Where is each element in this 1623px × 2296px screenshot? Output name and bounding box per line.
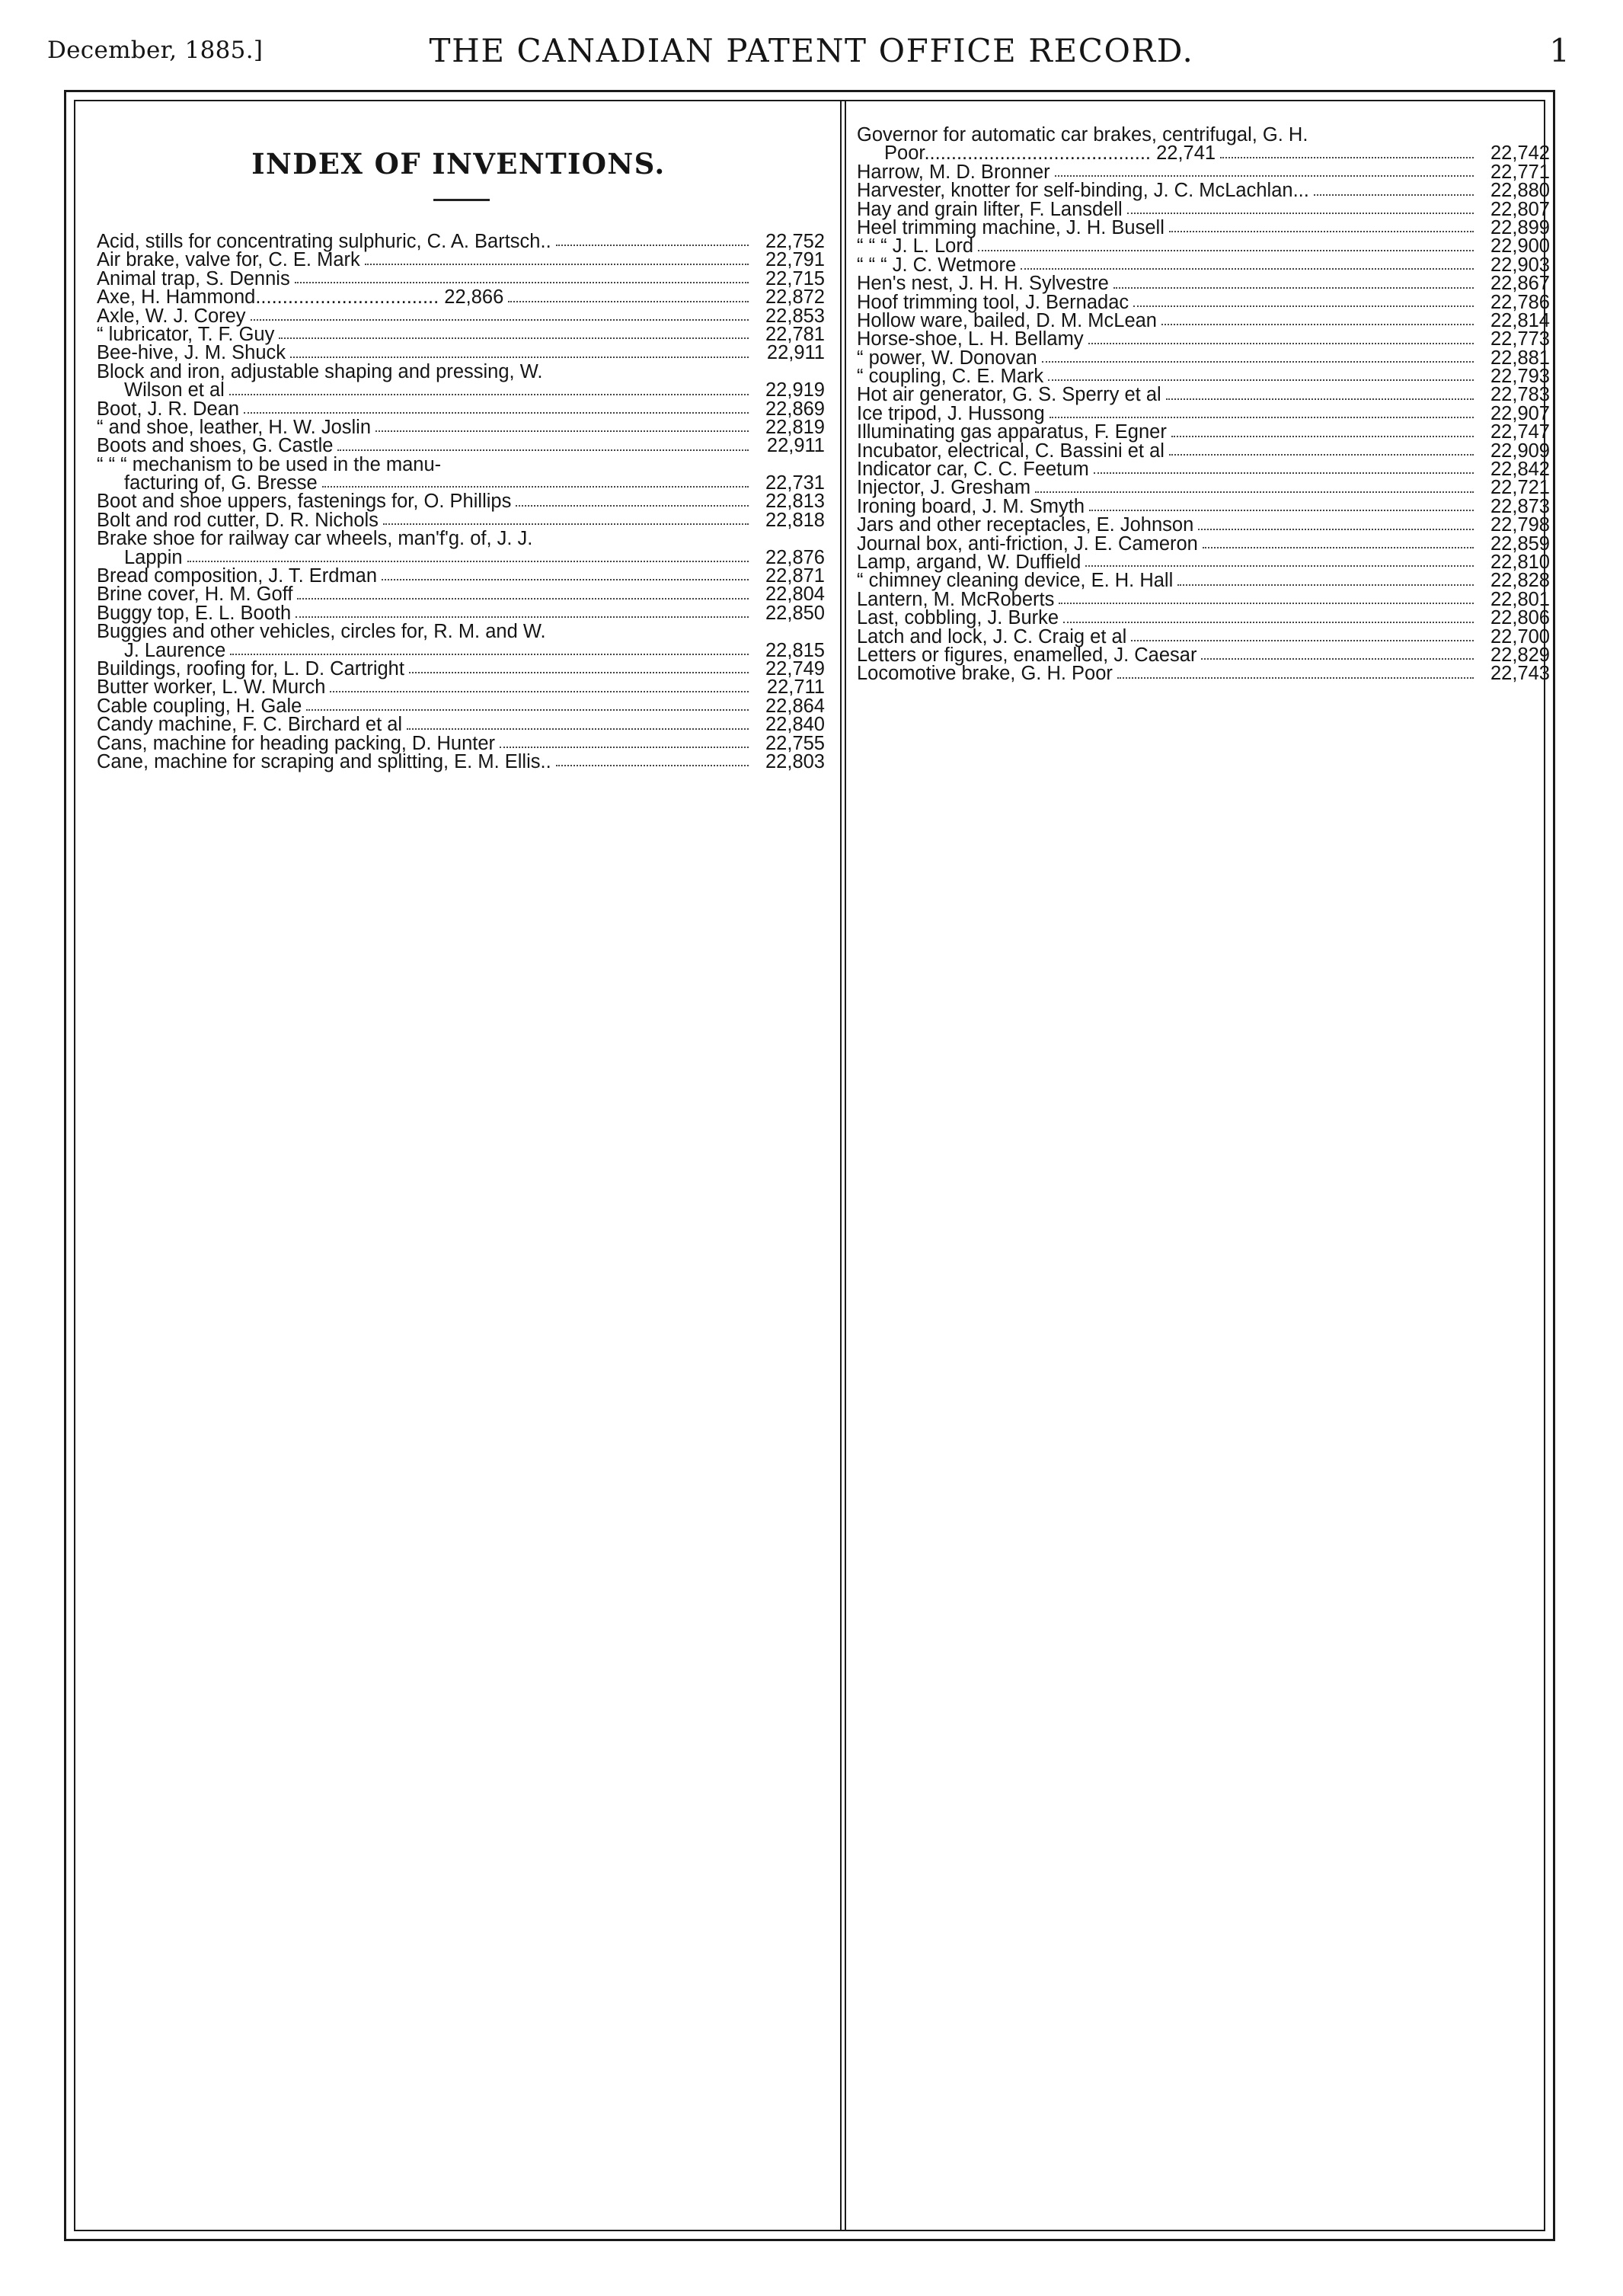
leader-dots [1059,603,1474,604]
entry-text: Locomotive brake, G. H. Poor [857,663,1113,685]
leader-dots [1166,398,1474,400]
patent-number: 22,911 [766,435,825,457]
index-entry [97,657,825,680]
entry-row [857,142,1550,165]
issue-date: December, 1885.] [47,37,264,64]
index-entry [97,325,825,344]
entry-text: Boot and shoe uppers, fastenings for, O. Phillips [97,491,512,513]
index-entry [857,181,1550,200]
index-entry [857,309,1550,331]
patent-number: 22,829 [1490,644,1550,666]
entry-text: Bolt and rod cutter, D. R. Nichols [97,509,379,531]
entry-text: Hen's nest, J. H. H. Sylvestre [857,273,1109,295]
index-entry [857,553,1550,571]
patent-number: 22,773 [1490,328,1550,350]
leader-dots [1198,529,1474,530]
entry-text: Harvester, knotter for self-binding, J. C. McLachlan... [857,180,1309,202]
entry-row [857,349,1550,367]
patent-number: 22,909 [1490,440,1550,462]
leader-dots [1021,268,1474,270]
patent-number: 22,715 [765,267,825,289]
patent-number: 22,859 [1490,532,1550,555]
index-entry [857,516,1550,534]
index-entry [857,274,1550,293]
entry-row [97,567,825,585]
column-divider [845,101,846,2230]
leader-dots [1042,361,1474,363]
index-entry [97,511,825,529]
entry-row [97,286,825,309]
leader-dots [407,728,749,730]
index-entry [857,237,1550,255]
left-index-column [97,232,825,771]
entry-row [97,400,825,418]
patent-number: 22,864 [765,695,825,717]
patent-number: 22,869 [765,398,825,420]
index-entry [857,349,1550,367]
entry-row [857,516,1550,534]
entry-row [97,436,825,455]
index-entry [97,734,825,753]
leader-dots [330,691,749,692]
index-entry [857,609,1550,627]
patent-number: 22,899 [1490,216,1550,238]
entry-row [857,385,1550,404]
entry-row [97,715,825,734]
leader-dots [1314,194,1474,196]
leader-dots [409,672,749,673]
leader-dots [383,523,749,525]
patent-number: 22,881 [1490,347,1550,369]
entry-row [857,590,1550,609]
entry-text: Ice tripod, J. Hussong [857,402,1045,424]
index-entry [857,497,1550,516]
patent-number: 22,876 [765,546,825,568]
patent-number: 22,747 [1490,421,1550,443]
leader-dots [1050,417,1474,418]
patent-number: 22,842 [1490,459,1550,481]
entry-row [97,604,825,622]
index-entry [97,344,825,362]
entry-text: Axle, W. J. Corey [97,305,246,327]
patent-number: 22,828 [1490,570,1550,592]
entry-text: Harrow, M. D. Bronner [857,161,1050,183]
patent-number: 22,815 [765,639,825,661]
entry-row [857,459,1550,481]
page-number: 1 [1549,32,1570,69]
index-entry [97,676,825,699]
patent-number: 22,907 [1490,402,1550,424]
patent-number: 22,700 [1490,625,1550,648]
index-entry [857,625,1550,648]
leader-dots [1035,491,1474,493]
entry-text: “ “ “ J. C. Wetmore [857,254,1017,276]
entry-row [857,200,1550,219]
entry-row [97,511,825,529]
index-entry [97,436,825,455]
entry-text: Buggy top, E. L. Booth [97,602,292,624]
index-entry [97,307,825,325]
index-frame [64,90,1555,2241]
entry-text: Lamp, argand, W. Duffield [857,551,1081,573]
index-entry [857,385,1550,404]
index-entry [97,622,825,660]
entry-text: “ chimney cleaning device, E. H. Hall [857,570,1174,592]
patent-number: 22,801 [1490,588,1550,610]
leader-dots [322,486,749,488]
entry-text: Latch and lock, J. C. Craig et al [857,625,1127,648]
entry-text-line: Block and iron, adjustable shaping and pressing, W. [97,360,543,382]
index-entry [97,750,825,772]
patent-number: 22,783 [1490,384,1550,406]
index-entry [97,400,825,418]
entry-text: Candy machine, F. C. Birchard et al [97,714,403,736]
index-entry [857,423,1550,441]
patent-number: 22,793 [1490,366,1550,388]
entry-row [97,657,825,680]
entry-row [97,307,825,325]
index-entry [97,604,825,622]
index-entry [857,216,1550,238]
entry-row [97,474,825,492]
entry-text: Axe, H. Hammond.................................. 22,866 [97,286,504,309]
entry-text: Hoof trimming tool, J. Bernadac [857,291,1129,313]
masthead [47,29,1576,75]
entry-row [857,664,1550,683]
entry-row [857,532,1550,555]
entry-row [97,734,825,753]
patent-number: 22,850 [765,602,825,624]
patent-number: 22,818 [765,509,825,531]
index-entry [857,163,1550,181]
entry-text: Horse-shoe, L. H. Bellamy [857,328,1084,350]
leader-dots [279,337,749,339]
leader-dots [500,747,749,748]
leader-dots [556,245,749,246]
leader-dots [1048,379,1474,381]
entry-row [857,366,1550,388]
entry-text: Heel trimming machine, J. H. Busell [857,216,1165,238]
entry-row [97,232,825,251]
leader-dots [337,449,749,451]
leader-dots [1161,324,1474,325]
entry-row [97,641,825,660]
entry-row [857,293,1550,312]
index-entry [97,697,825,715]
heading-rule [433,199,490,201]
patent-number: 22,867 [1490,273,1550,295]
entry-row [97,697,825,715]
entry-text: Lantern, M. McRoberts [857,588,1055,610]
patent-number: 22,804 [765,584,825,606]
index-entry [857,571,1550,590]
patent-number: 22,798 [1490,514,1550,536]
patent-number: 22,814 [1490,309,1550,331]
entry-text-line: Brake shoe for railway car wheels, man'f'g. of, J. J. [97,528,533,550]
entry-text-line: “ “ “ mechanism to be used in the manu- [97,453,442,475]
patent-number: 22,872 [765,286,825,309]
patent-number: 22,840 [765,714,825,736]
leader-dots [375,430,749,432]
patent-number: 22,900 [1490,235,1550,257]
patent-number: 22,919 [765,379,825,401]
leader-dots [365,264,749,265]
entry-text: Boots and shoes, G. Castle [97,435,334,457]
index-entry [857,646,1550,664]
leader-dots [230,654,749,655]
patent-number: 22,813 [765,491,825,513]
entry-text: “ power, W. Donovan [857,347,1037,369]
leader-dots [382,579,749,580]
entry-row [857,402,1550,424]
entry-text: Buildings, roofing for, L. D. Cartright [97,657,404,680]
index-entry [97,360,825,401]
entry-text: Lappin [124,546,183,568]
entry-row [857,309,1550,331]
patent-number: 22,771 [1490,161,1550,183]
entry-text: Cable coupling, H. Gale [97,695,302,717]
patent-number: 22,786 [1490,291,1550,313]
leader-dots [1220,157,1474,158]
patent-number: 22,911 [766,342,825,364]
index-entry [857,442,1550,460]
entry-text: Air brake, valve for, C. E. Mark [97,249,360,271]
entry-text: Bread composition, J. T. Erdman [97,565,378,587]
index-entry [857,402,1550,424]
leader-dots [516,505,749,507]
right-index-column [857,126,1550,683]
entry-text: Incubator, electrical, C. Bassini et al [857,440,1165,462]
entry-text: Cane, machine for scraping and splitting, E. M. Ellis.. [97,750,551,772]
entry-text: Bee-hive, J. M. Shuck [97,342,286,364]
entry-text: Jars and other receptacles, E. Johnson [857,514,1194,536]
patent-number: 22,791 [765,249,825,271]
entry-row [857,442,1550,460]
entry-row [857,256,1550,274]
leader-dots [251,319,749,321]
index-entry [857,330,1550,348]
patent-number: 22,721 [1490,477,1550,499]
patent-number: 22,742 [1490,142,1550,165]
entry-row [857,216,1550,238]
patent-number: 22,749 [765,657,825,680]
patent-number: 22,806 [1490,607,1550,629]
entry-row [857,423,1550,441]
index-entry [857,293,1550,312]
leader-dots [978,250,1474,251]
index-entry [97,491,825,513]
entry-row [857,181,1550,200]
patent-number: 22,752 [765,230,825,252]
entry-row [97,344,825,362]
entry-row [97,584,825,606]
leader-dots [1088,343,1474,344]
entry-text: Last, cobbling, J. Burke [857,607,1059,629]
index-entry [97,453,825,494]
index-entry [97,584,825,606]
entry-text: facturing of, G. Bresse [124,472,318,494]
index-entry [97,567,825,585]
entry-row [97,491,825,513]
index-entry [97,286,825,309]
entry-text: Injector, J. Gresham [857,477,1031,499]
entry-row [857,497,1550,516]
leader-dots [244,412,749,414]
entry-row [97,548,825,567]
entry-text-line: Governor for automatic car brakes, centrifugal, G. H. [857,124,1308,145]
entry-row [97,750,825,772]
patent-number: 22,871 [765,565,825,587]
column-divider [840,101,842,2230]
entry-row [857,237,1550,255]
patent-number: 22,755 [765,732,825,754]
index-entry [97,529,825,567]
leader-dots [1133,305,1474,307]
entry-row [857,478,1550,497]
leader-dots [229,394,749,395]
leader-dots [1063,622,1474,623]
leader-dots [295,282,749,283]
entry-text: “ “ “ J. L. Lord [857,235,974,257]
leader-dots [306,709,749,711]
leader-dots [1131,640,1474,641]
entry-text: Illuminating gas apparatus, F. Egner [857,421,1167,443]
entry-text: Animal trap, S. Dennis [97,267,290,289]
index-entry [857,200,1550,219]
patent-number: 22,731 [765,472,825,494]
publication-title: THE CANADIAN PATENT OFFICE RECORD. [429,32,1194,69]
patent-number: 22,781 [765,323,825,345]
leader-dots [1177,584,1474,586]
entry-row [857,646,1550,664]
entry-row [857,625,1550,648]
index-entry [97,232,825,251]
entry-row [97,267,825,289]
leader-dots [187,561,749,562]
entry-text: Poor.......................................... 22,741 [884,142,1216,165]
entry-row [97,381,825,399]
entry-text: Ironing board, J. M. Smyth [857,495,1085,517]
leader-dots [1113,287,1474,289]
leader-dots [297,598,749,600]
entry-text: Brine cover, H. M. Goff [97,584,293,606]
leader-dots [556,765,749,766]
index-heading: INDEX OF INVENTIONS. [251,147,666,181]
index-entry [97,715,825,734]
entry-text: Boot, J. R. Dean [97,398,240,420]
leader-dots [1055,175,1474,177]
entry-row [97,676,825,699]
index-entry [857,366,1550,388]
entry-text: Acid, stills for concentrating sulphuric, C. A. Bartsch.. [97,230,551,252]
patent-number: 22,853 [765,305,825,327]
entry-text: Wilson et al [124,379,225,401]
entry-row [857,553,1550,571]
entry-row [857,274,1550,293]
patent-number: 22,903 [1490,254,1550,276]
leader-dots [1094,472,1474,474]
index-entry [97,251,825,269]
entry-text: Indicator car, C. C. Feetum [857,459,1089,481]
index-entry [97,267,825,289]
entry-text: Hay and grain lifter, F. Lansdell [857,198,1123,220]
entry-row [857,571,1550,590]
index-entry [97,418,825,436]
patent-number: 22,819 [765,416,825,438]
entry-text: Letters or figures, enamelled, J. Caesar [857,644,1197,666]
entry-text: “ coupling, C. E. Mark [857,366,1044,388]
leader-dots [296,616,749,618]
entry-row [857,609,1550,627]
leader-dots [1203,547,1474,548]
leader-dots [1089,510,1474,511]
entry-row [97,418,825,436]
index-entry [857,532,1550,555]
entry-text: J. Laurence [124,639,226,661]
index-entry [857,664,1550,683]
leader-dots [290,357,749,358]
index-entry [857,459,1550,481]
index-entry [857,126,1550,163]
index-entry [857,590,1550,609]
entry-row [857,163,1550,181]
leader-dots [1201,658,1474,660]
leader-dots [508,301,749,302]
entry-text: Hollow ware, bailed, D. M. McLean [857,309,1157,331]
entry-text: Hot air generator, G. S. Sperry et al [857,384,1161,406]
entry-text: Journal box, anti-friction, J. E. Cameron [857,532,1198,555]
leader-dots [1171,436,1474,437]
entry-text-line: Buggies and other vehicles, circles for, R. M. and W. [97,621,546,643]
patent-number: 22,711 [766,676,825,699]
patent-number: 22,873 [1490,495,1550,517]
entry-text: “ and shoe, leather, H. W. Joslin [97,416,372,438]
leader-dots [1127,213,1474,214]
entry-text: Butter worker, L. W. Murch [97,676,326,699]
entry-text: Cans, machine for heading packing, D. Hunter [97,732,496,754]
patent-number: 22,807 [1490,198,1550,220]
index-entry [857,478,1550,497]
index-entry [857,256,1550,274]
leader-dots [1117,677,1474,679]
patent-number: 22,803 [765,750,825,772]
entry-row [857,330,1550,348]
patent-number: 22,743 [1490,663,1550,685]
leader-dots [1169,231,1474,232]
index-frame-inner [74,100,1550,2231]
patent-number: 22,810 [1490,551,1550,573]
leader-dots [1085,565,1474,567]
entry-row [97,325,825,344]
leader-dots [1169,454,1474,456]
entry-text: “ lubricator, T. F. Guy [97,323,275,345]
patent-number: 22,880 [1490,180,1550,202]
entry-row [97,251,825,269]
